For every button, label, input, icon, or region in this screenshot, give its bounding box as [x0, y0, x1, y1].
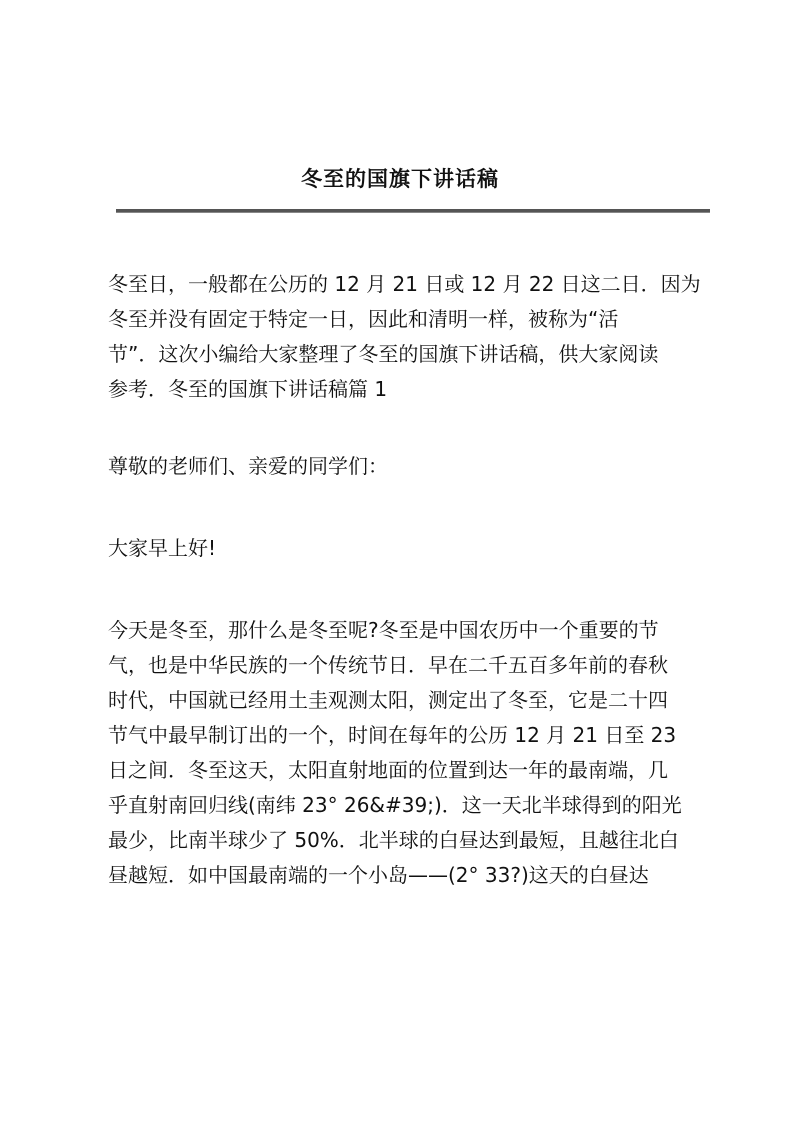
text-line: 今天是冬至，那什么是冬至呢?冬至是中国农历中一个重要的节: [108, 618, 659, 642]
document-body: [108, 267, 714, 935]
paragraph-main: [108, 613, 714, 893]
text-line: 节”．这次小编给大家整理了冬至的国旗下讲话稿，供大家阅读: [108, 342, 659, 366]
title-underline: [116, 209, 710, 213]
page-title: 冬至的国旗下讲话稿: [301, 167, 499, 191]
text-line: 尊敬的老师们、亲爱的同学们：: [108, 454, 388, 478]
text-line: 冬至并没有固定于特定一日，因此和清明一样，被称为“活: [108, 307, 619, 331]
text-line: 乎直射南回归线(南纬 23° 26&#39;)．这一天北半球得到的阳光: [108, 793, 682, 817]
text-line: 节气中最早制订出的一个，时间在每年的公历 12 月 21 日至 23: [108, 723, 677, 747]
text-line: 时代，中国就已经用土圭观测太阳，测定出了冬至，它是二十四: [108, 688, 668, 712]
paragraph-intro: [108, 267, 714, 407]
text-line: 最少，比南半球少了 50%．北半球的白昼达到最短，且越往北白: [108, 828, 679, 852]
paragraph-greeting: [108, 531, 714, 566]
text-line: 日之间．冬至这天，太阳直射地面的位置到达一年的最南端，几: [108, 758, 668, 782]
text-line: 冬至日，一般都在公历的 12 月 21 日或 12 月 22 日这二日．因为: [108, 272, 701, 296]
text-line: 大家早上好!: [108, 536, 217, 560]
text-line: 参考．冬至的国旗下讲话稿篇 1: [108, 377, 388, 401]
paragraph-salutation: [108, 449, 714, 484]
text-line: 气，也是中华民族的一个传统节日．早在二千五百多年前的春秋: [108, 653, 668, 677]
text-line: 昼越短．如中国最南端的一个小岛——(2° 33?)这天的白昼达: [108, 863, 649, 887]
